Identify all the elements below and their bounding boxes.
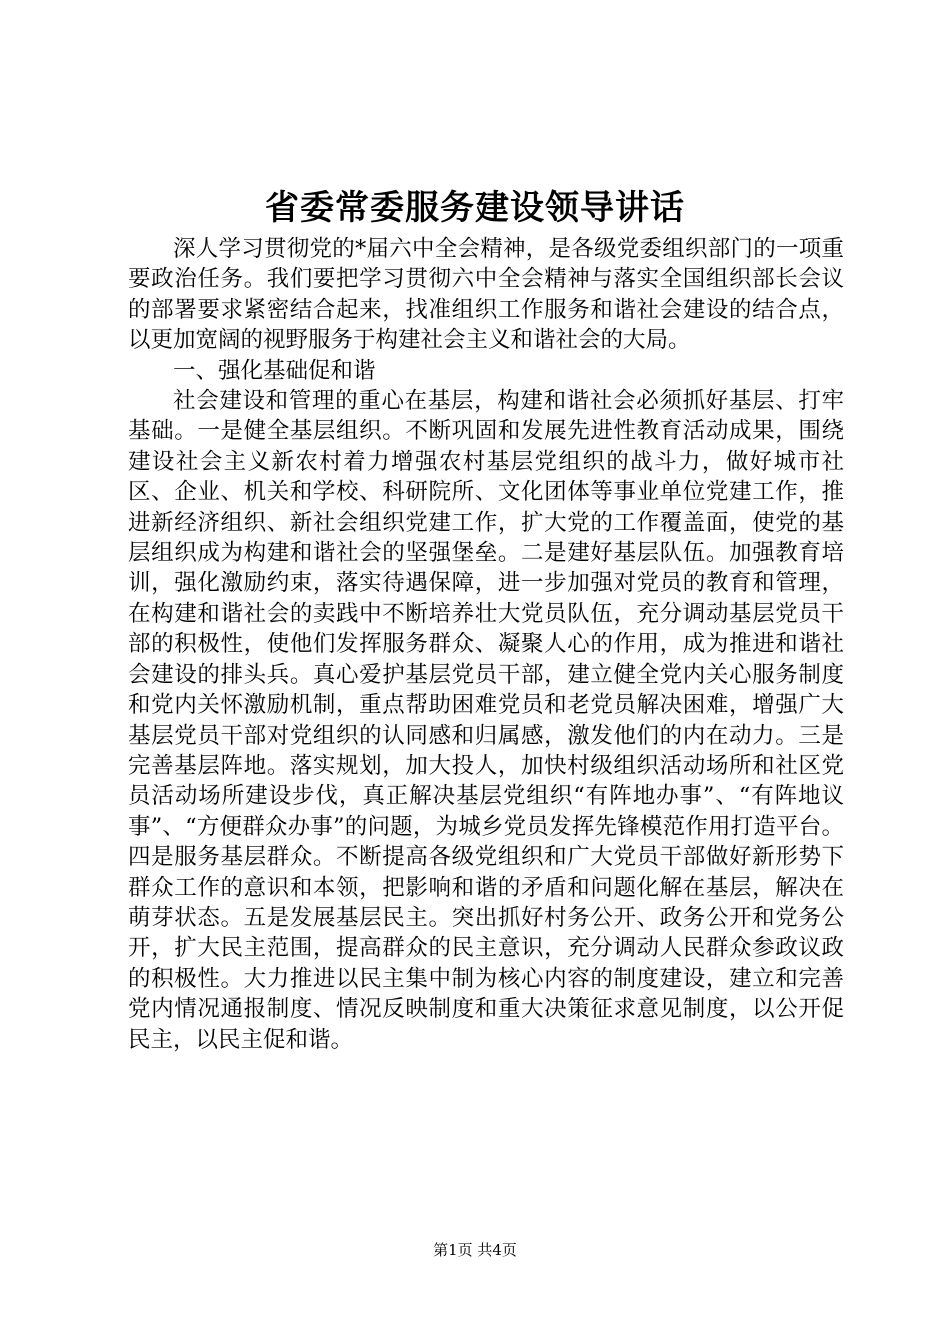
- page-number-footer: 第1页 共4页: [433, 1241, 517, 1259]
- document-title: 省委常委服务建设领导讲话: [265, 188, 685, 228]
- section-paragraph: 社会建设和管理的重心在基层，构建和谐社会必须抓好基层、打牢基础。一是健全基层组织。不断巩固和发展先进性教育活动成果，围绕建设社会主义新农村着力增强农村基层党组织的战斗力，做好城市社区、企业、机关和学校、科研院所、文化团体等事业单位党建工作，推进新经济组织、新社会组织党建工作，扩大党的工作覆盖面，使党的基层组织成为构建和谐社会的坚强堡垒。二是建好基层队伍。加强教育培训，强化激励约束，落实待遇保障，进一步加强对党员的教育和管理，在构建和谐社会的卖践中不断培养壮大党员队伍，充分调动基层党员干部的积极性，使他们发挥服务群众、凝聚人心的作用，成为推进和谐社会建设的排头兵。真心爱护基层党员干部，建立健全党内关心服务制度和党内关怀激励机制，重点帮助困难党员和老党员解决困难，增强广大基层党员干部对党组织的认同感和归属感，激发他们的内在动力。三是完善基层阵地。落实规划，加大投人，加快村级组织活动场所和社区党员活动场所建设步伐，真正解决基层党组织“有阵地办事”、“有阵地议事”、“方便群众办事”的问题，为城乡党员发挥先锋模范作用打造平台。四是服务基层群众。不断提高各级党组织和广大党员干部做好新形势下群众工作的意识和本领，把影响和谐的矛盾和问题化解在基层，解决在萌芽状态。五是发展基层民主。突出抓好村务公开、政务公开和党务公开，扩大民主范围，提高群众的民主意识，充分调动人民群众参政议政的积极性。大力推进以民主集中制为核心内容的制度建设，建立和完善党内情况通报制度、情况反映制度和重大决策征求意见制度，以公开促民主，以民主促和谐。: [128, 388, 844, 1053]
- document-body: [128, 234, 844, 1055]
- intro-paragraph: 深人学习贯彻党的*届六中全会精神，是各级党委组织部门的一项重要政治任务。我们要把学习贯彻六中全会精神与落实全国组织部长会议的部署要求紧密结合起来，找准组织工作服务和谐社会建设的结合点，以更加宽阔的视野服务于构建社会主义和谐社会的大局。: [128, 236, 844, 354]
- section-heading: 一、强化基础促和谐: [173, 357, 376, 384]
